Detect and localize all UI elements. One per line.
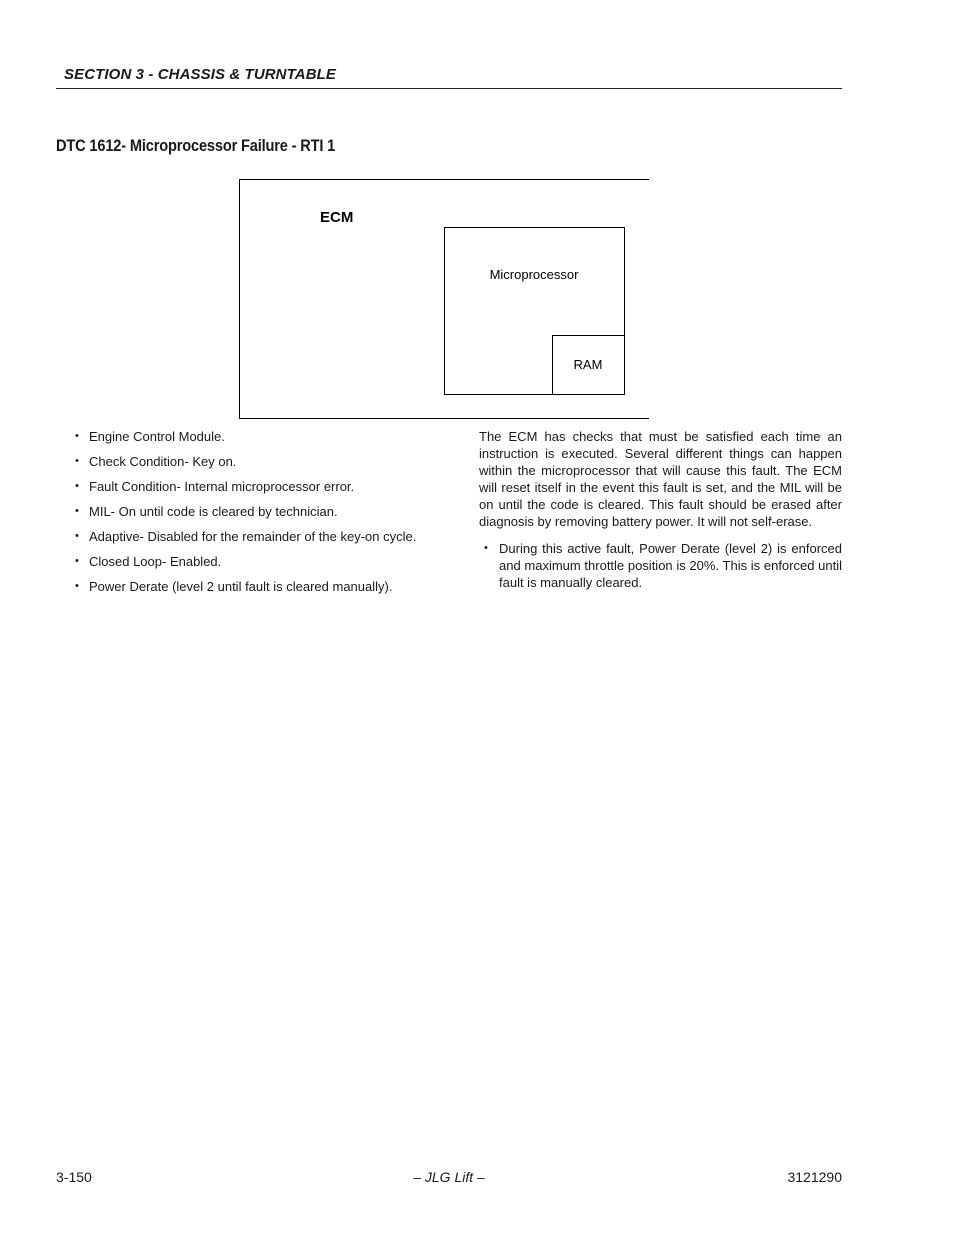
- list-item: • Check Condition- Key on.: [72, 453, 452, 478]
- list-item: • Closed Loop- Enabled.: [72, 553, 452, 578]
- description-paragraph: The ECM has checks that must be satisfied each time an instruction is executed. Several different things can happen within the microprocessor that will cause this fault. The ECM will reset itself in the event this fault is set, and the MIL will be on until the code is cleared. This fault should be erased after diagnosis by removing battery power. It will not self-erase.: [479, 429, 842, 529]
- ecm-label: ECM: [320, 209, 354, 226]
- footer-center-text: – JLG Lift –: [413, 1169, 485, 1185]
- ecm-diagram: [239, 179, 649, 419]
- page-footer: [56, 1169, 842, 1187]
- list-item: • Adaptive- Disabled for the remainder of the key-on cycle.: [72, 528, 452, 553]
- list-item: • Power Derate (level 2 until fault is cleared manually).: [72, 578, 452, 603]
- condition-list: [72, 428, 452, 603]
- microprocessor-label: Microprocessor: [489, 267, 579, 282]
- list-item: • Engine Control Module.: [72, 428, 452, 453]
- page-number: 3-150: [56, 1169, 92, 1185]
- document-number: 3121290: [787, 1169, 842, 1185]
- description-column: [479, 428, 842, 591]
- description-list: [479, 540, 842, 591]
- list-item: • During this active fault, Power Derate (level 2) is enforced and maximum throttle position is 20%. This is enforced until fault is manually cleared.: [479, 540, 842, 591]
- section-header: [56, 66, 842, 89]
- section-title: SECTION 3 - CHASSIS & TURNTABLE: [64, 66, 337, 83]
- list-item: • Fault Condition- Internal microprocessor error.: [72, 478, 452, 503]
- page-title: DTC 1612- Microprocessor Failure - RTI 1: [56, 136, 336, 155]
- ram-label: RAM: [573, 357, 603, 372]
- list-item: • MIL- On until code is cleared by technician.: [72, 503, 452, 528]
